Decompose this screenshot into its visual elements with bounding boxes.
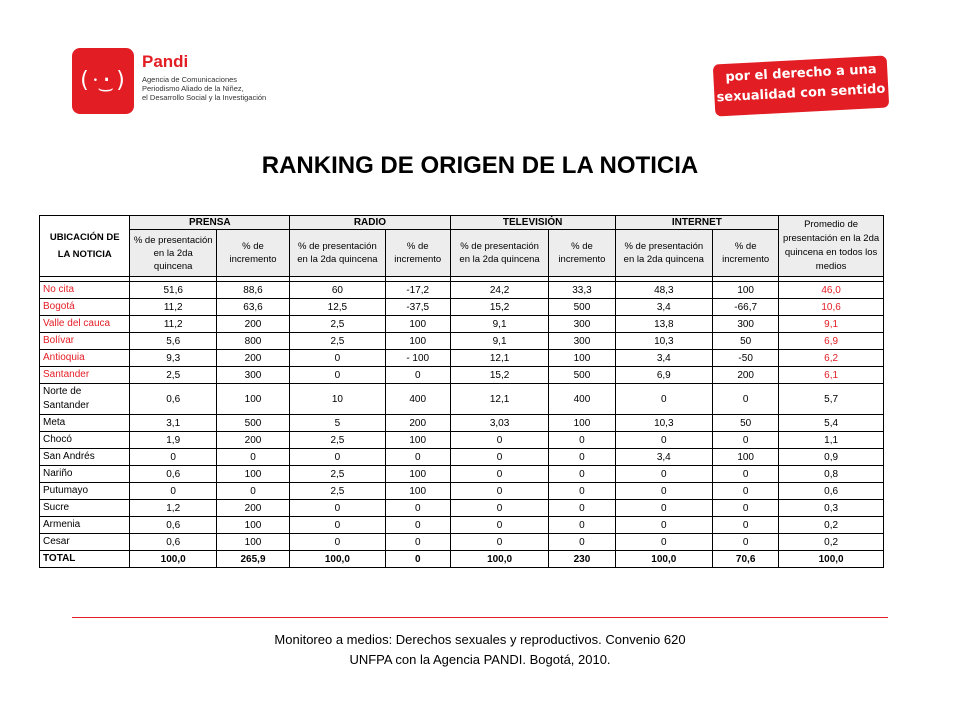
value-cell: 0 <box>290 500 386 517</box>
internet-incremento-header: % de incremento <box>713 230 779 277</box>
pandi-subtitle-line-3: el Desarrollo Social y la Investigación <box>142 93 267 102</box>
pandi-logo-subtitle <box>142 75 266 102</box>
value-cell: 0 <box>549 534 615 551</box>
value-cell: 0 <box>385 551 450 568</box>
value-cell: 5,6 <box>130 333 216 350</box>
value-cell: 6,9 <box>615 367 713 384</box>
promedio-cell: 10,6 <box>779 299 884 316</box>
promedio-cell: 0,9 <box>779 449 884 466</box>
promedio-cell: 46,0 <box>779 282 884 299</box>
value-cell: 70,6 <box>713 551 779 568</box>
table-row <box>40 384 884 415</box>
value-cell: 0 <box>549 517 615 534</box>
value-cell: 0 <box>130 449 216 466</box>
value-cell: 0 <box>450 517 549 534</box>
table-row <box>40 500 884 517</box>
value-cell: 0 <box>615 432 713 449</box>
value-cell: 265,9 <box>216 551 289 568</box>
value-cell: 0 <box>130 483 216 500</box>
value-cell: 0 <box>713 384 779 415</box>
location-cell: Chocó <box>40 432 130 449</box>
table-row <box>40 517 884 534</box>
value-cell: 2,5 <box>130 367 216 384</box>
value-cell: 2,5 <box>290 483 386 500</box>
television-presentacion-header: % de presentación en la 2da quincena <box>450 230 549 277</box>
footer-line-1: Monitoreo a medios: Derechos sexuales y reproductivos. Convenio 620 <box>274 632 686 647</box>
value-cell: 5 <box>290 415 386 432</box>
campaign-line-1: por el derecho a una <box>725 62 877 85</box>
value-cell: 12,5 <box>290 299 386 316</box>
location-cell: Norte de Santander <box>40 384 130 415</box>
value-cell: 100 <box>549 415 615 432</box>
value-cell: 3,1 <box>130 415 216 432</box>
value-cell: 100,0 <box>290 551 386 568</box>
value-cell: 0 <box>549 500 615 517</box>
group-header-row <box>40 216 884 230</box>
location-cell: Nariño <box>40 466 130 483</box>
location-cell: TOTAL <box>40 551 130 568</box>
value-cell: 10 <box>290 384 386 415</box>
value-cell: 100,0 <box>130 551 216 568</box>
location-cell: Bolívar <box>40 333 130 350</box>
prensa-presentacion-header: % de presentación en la 2da quincena <box>130 230 216 277</box>
value-cell: 0 <box>615 534 713 551</box>
value-cell: 0 <box>216 483 289 500</box>
value-cell: 0 <box>450 466 549 483</box>
prensa-incremento-header: % de incremento <box>216 230 289 277</box>
value-cell: 15,2 <box>450 367 549 384</box>
value-cell: 0 <box>290 517 386 534</box>
table-row <box>40 534 884 551</box>
table-row <box>40 483 884 500</box>
table-row <box>40 449 884 466</box>
value-cell: 0,6 <box>130 534 216 551</box>
promedio-cell: 0,6 <box>779 483 884 500</box>
value-cell: -37,5 <box>385 299 450 316</box>
value-cell: 0 <box>450 483 549 500</box>
promedio-cell: 0,2 <box>779 517 884 534</box>
pandi-subtitle-line-1: Agencia de Comunicaciones <box>142 75 238 84</box>
value-cell: 3,03 <box>450 415 549 432</box>
promedio-cell: 100,0 <box>779 551 884 568</box>
promedio-cell: 0,2 <box>779 534 884 551</box>
value-cell: 9,1 <box>450 316 549 333</box>
pandi-logo <box>72 48 272 120</box>
table-row <box>40 466 884 483</box>
value-cell: 300 <box>216 367 289 384</box>
promedio-cell: 1,1 <box>779 432 884 449</box>
value-cell: 9,3 <box>130 350 216 367</box>
group-internet: INTERNET <box>615 216 779 230</box>
promedio-cell: 6,1 <box>779 367 884 384</box>
location-cell: Putumayo <box>40 483 130 500</box>
location-cell: Bogotá <box>40 299 130 316</box>
value-cell: 100 <box>713 449 779 466</box>
value-cell: 33,3 <box>549 282 615 299</box>
value-cell: -50 <box>713 350 779 367</box>
table-row <box>40 316 884 333</box>
value-cell: 13,8 <box>615 316 713 333</box>
value-cell: 0 <box>450 449 549 466</box>
ubicacion-header: UBICACIÓN DE LA NOTICIA <box>40 216 130 277</box>
value-cell: 100 <box>216 466 289 483</box>
group-radio: RADIO <box>290 216 451 230</box>
value-cell: 24,2 <box>450 282 549 299</box>
value-cell: 0 <box>216 449 289 466</box>
value-cell: -17,2 <box>385 282 450 299</box>
value-cell: 0 <box>615 384 713 415</box>
location-cell: San Andrés <box>40 449 130 466</box>
table-row <box>40 282 884 299</box>
value-cell: 500 <box>549 299 615 316</box>
value-cell: 0 <box>385 367 450 384</box>
value-cell: 300 <box>549 316 615 333</box>
value-cell: 0 <box>713 534 779 551</box>
value-cell: 12,1 <box>450 350 549 367</box>
value-cell: 0 <box>713 500 779 517</box>
value-cell: 100,0 <box>615 551 713 568</box>
value-cell: 9,1 <box>450 333 549 350</box>
value-cell: -66,7 <box>713 299 779 316</box>
group-prensa: PRENSA <box>130 216 290 230</box>
promedio-cell: 9,1 <box>779 316 884 333</box>
value-cell: 51,6 <box>130 282 216 299</box>
value-cell: 0 <box>615 500 713 517</box>
value-cell: 100 <box>385 483 450 500</box>
value-cell: 0,6 <box>130 384 216 415</box>
value-cell: 0 <box>290 350 386 367</box>
promedio-header: Promedio de presentación en la 2da quincena en todos los medios <box>779 216 884 277</box>
value-cell: 0 <box>549 449 615 466</box>
location-cell: Antioquia <box>40 350 130 367</box>
value-cell: 100 <box>385 466 450 483</box>
value-cell: 3,4 <box>615 299 713 316</box>
promedio-cell: 0,8 <box>779 466 884 483</box>
promedio-cell: 0,3 <box>779 500 884 517</box>
value-cell: 500 <box>549 367 615 384</box>
pandi-logo-name: Pandi <box>142 52 189 71</box>
value-cell: 11,2 <box>130 299 216 316</box>
value-cell: 0 <box>385 449 450 466</box>
page-title: RANKING DE ORIGEN DE LA NOTICIA <box>261 152 699 179</box>
value-cell: 2,5 <box>290 466 386 483</box>
value-cell: 1,9 <box>130 432 216 449</box>
value-cell: 0 <box>385 517 450 534</box>
value-cell: 0 <box>385 534 450 551</box>
value-cell: 11,2 <box>130 316 216 333</box>
value-cell: 50 <box>713 333 779 350</box>
radio-presentacion-header: % de presentación en la 2da quincena <box>290 230 386 277</box>
value-cell: 15,2 <box>450 299 549 316</box>
value-cell: 100 <box>385 333 450 350</box>
value-cell: 0 <box>450 534 549 551</box>
value-cell: 2,5 <box>290 333 386 350</box>
value-cell: 0 <box>615 466 713 483</box>
value-cell: 63,6 <box>216 299 289 316</box>
value-cell: 0 <box>549 466 615 483</box>
value-cell: 48,3 <box>615 282 713 299</box>
value-cell: 400 <box>385 384 450 415</box>
value-cell: 100 <box>713 282 779 299</box>
value-cell: 2,5 <box>290 316 386 333</box>
value-cell: 0 <box>385 500 450 517</box>
value-cell: 0 <box>450 432 549 449</box>
value-cell: 12,1 <box>450 384 549 415</box>
value-cell: 0 <box>713 517 779 534</box>
value-cell: 200 <box>216 500 289 517</box>
total-row <box>40 551 884 568</box>
value-cell: 300 <box>713 316 779 333</box>
promedio-cell: 5,4 <box>779 415 884 432</box>
value-cell: 0 <box>290 367 386 384</box>
ranking-table <box>39 215 884 568</box>
pandi-face-icon: (·͜·) <box>77 68 129 93</box>
table-row <box>40 415 884 432</box>
location-cell: No cita <box>40 282 130 299</box>
location-cell: Cesar <box>40 534 130 551</box>
value-cell: 3,4 <box>615 350 713 367</box>
table-row <box>40 333 884 350</box>
location-cell: Santander <box>40 367 130 384</box>
value-cell: 300 <box>549 333 615 350</box>
value-cell: - 100 <box>385 350 450 367</box>
value-cell: 0 <box>713 466 779 483</box>
value-cell: 200 <box>216 432 289 449</box>
footer-source <box>0 630 960 670</box>
location-cell: Valle del cauca <box>40 316 130 333</box>
table-row <box>40 432 884 449</box>
footer-line-2: UNFPA con la Agencia PANDI. Bogotá, 2010. <box>349 652 611 667</box>
value-cell: 60 <box>290 282 386 299</box>
value-cell: 500 <box>216 415 289 432</box>
value-cell: 200 <box>713 367 779 384</box>
value-cell: 800 <box>216 333 289 350</box>
value-cell: 0 <box>450 500 549 517</box>
promedio-cell: 6,2 <box>779 350 884 367</box>
value-cell: 100 <box>385 316 450 333</box>
value-cell: 2,5 <box>290 432 386 449</box>
table-row <box>40 299 884 316</box>
value-cell: 0 <box>615 483 713 500</box>
value-cell: 200 <box>216 316 289 333</box>
table-row <box>40 367 884 384</box>
campaign-line-2: sexualidad con sentido <box>716 81 886 106</box>
location-cell: Armenia <box>40 517 130 534</box>
internet-presentacion-header: % de presentación en la 2da quincena <box>615 230 713 277</box>
value-cell: 200 <box>216 350 289 367</box>
value-cell: 0 <box>615 517 713 534</box>
value-cell: 0 <box>713 432 779 449</box>
value-cell: 200 <box>385 415 450 432</box>
value-cell: 100 <box>549 350 615 367</box>
group-television: TELEVISIÓN <box>450 216 615 230</box>
location-cell: Sucre <box>40 500 130 517</box>
value-cell: 0 <box>713 483 779 500</box>
ranking-body <box>40 282 884 568</box>
value-cell: 100 <box>216 384 289 415</box>
television-incremento-header: % de incremento <box>549 230 615 277</box>
sub-header-row <box>40 230 884 277</box>
value-cell: 100,0 <box>450 551 549 568</box>
campaign-logo <box>714 56 888 116</box>
value-cell: 100 <box>216 517 289 534</box>
promedio-cell: 6,9 <box>779 333 884 350</box>
value-cell: 3,4 <box>615 449 713 466</box>
value-cell: 100 <box>385 432 450 449</box>
footer-divider <box>72 617 888 618</box>
value-cell: 230 <box>549 551 615 568</box>
value-cell: 0 <box>290 449 386 466</box>
value-cell: 0 <box>290 534 386 551</box>
value-cell: 0 <box>549 432 615 449</box>
value-cell: 0,6 <box>130 517 216 534</box>
location-cell: Meta <box>40 415 130 432</box>
value-cell: 50 <box>713 415 779 432</box>
radio-incremento-header: % de incremento <box>385 230 450 277</box>
promedio-cell: 5,7 <box>779 384 884 415</box>
value-cell: 400 <box>549 384 615 415</box>
value-cell: 10,3 <box>615 415 713 432</box>
value-cell: 0,6 <box>130 466 216 483</box>
value-cell: 88,6 <box>216 282 289 299</box>
value-cell: 0 <box>549 483 615 500</box>
table-row <box>40 350 884 367</box>
value-cell: 10,3 <box>615 333 713 350</box>
value-cell: 100 <box>216 534 289 551</box>
value-cell: 1,2 <box>130 500 216 517</box>
pandi-subtitle-line-2: Periodismo Aliado de la Niñez, <box>142 84 244 93</box>
